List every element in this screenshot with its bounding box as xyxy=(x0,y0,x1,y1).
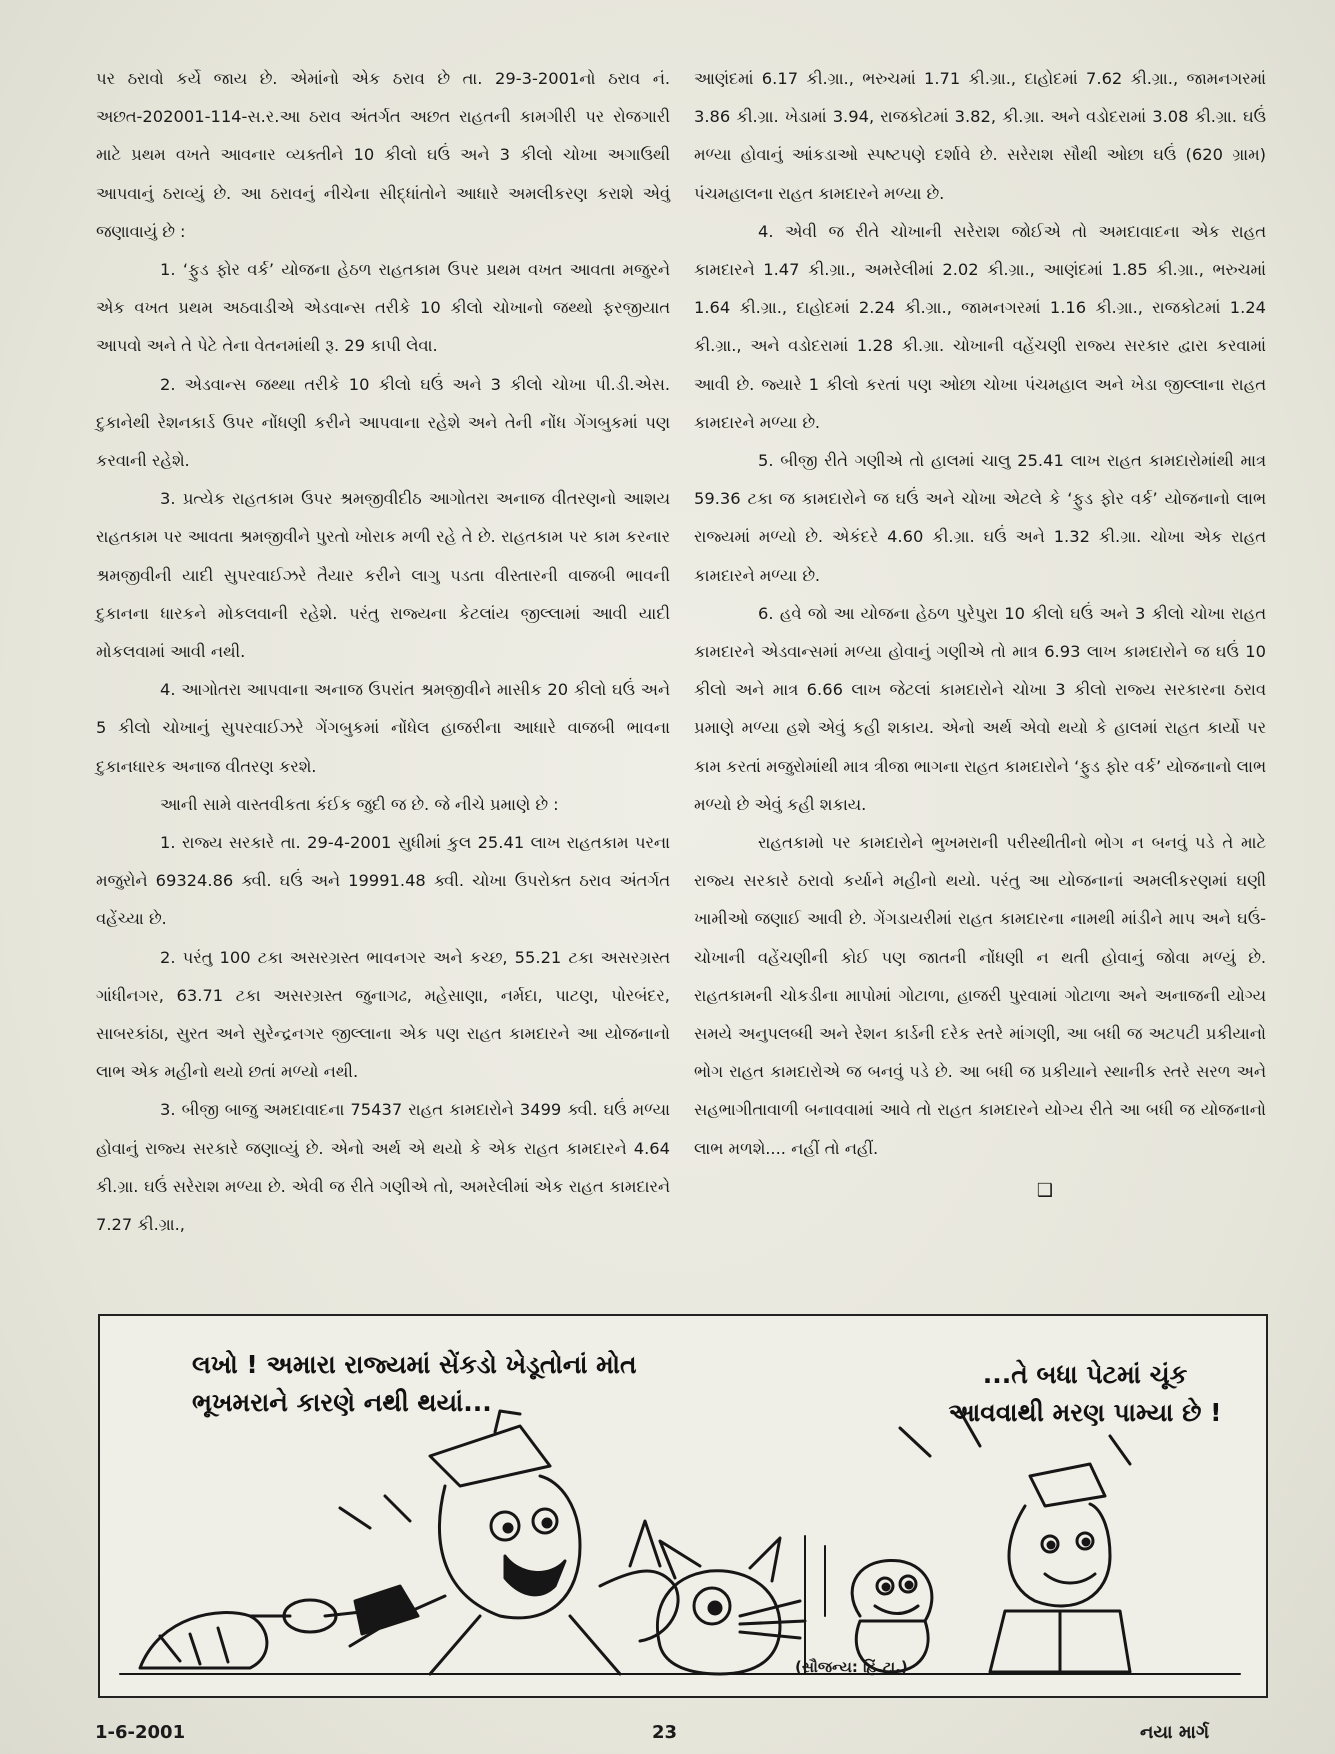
cartoon-credit: (સૌજન્ય: હિં.ટા.) xyxy=(795,1658,908,1676)
left-paragraph: 1. રાજ્ય સરકારે તા. 29-4-2001 સુધીમાં કુલ 25.41 લાખ રાહતકામ પરના મજુરોને 69324.86 ક્વી. ઘઉં અને 19991.48 ક્વી. ચોખા ઉપરોક્ત ઠરાવ અંતર્ગત વહેંચ્યા છે. xyxy=(96,833,670,929)
cartoon-caption-left xyxy=(192,1346,752,1422)
cartoon-caption-right-line: ...તે બધા પેટમાં ચૂંક xyxy=(982,1360,1188,1389)
right-paragraph: 5. બીજી રીતે ગણીએ તો હાલમાં ચાલુ 25.41 લાખ રાહત કામદારોમાંથી માત્ર 59.36 ટકા જ કામદારોને જ ઘઉં અને ચોખા એટલે કે ‘ફુડ ફોર વર્ક’ યોજનાનો લાભ રાજ્યમાં મળ્યો છે. એકંદરે 4.60 કી.ગ્રા. ઘઉં અને 1.32 કી.ગ્રા. ચોખા એક રાહત કામદારને મળ્યા છે. xyxy=(694,451,1266,585)
left-paragraph: 2. એડવાન્સ જથ્થા તરીકે 10 કીલો ઘઉં અને 3 કીલો ચોખા પી.ડી.એસ. દુકાનેથી રેશનકાર્ડ ઉપર નોંધણી કરીને આપવાના રહેશે અને તેની નોંધ ગેંગબુકમાં પણ કરવાની રહેશે. xyxy=(96,374,670,471)
cartoon-caption-right xyxy=(920,1356,1250,1432)
left-paragraph: 4. આગોતરા આપવાના અનાજ ઉપરાંત શ્રમજીવીને માસીક 20 કીલો ઘઉં અને 5 કીલો ચોખાનું સુપરવાઈઝરે ગેંગબુકમાં નોંધેલ હાજરીના આધારે વાજબી ભાવના દુકાનધારક અનાજ વીતરણ કરશે. xyxy=(96,680,670,776)
article-end-icon: ❑ xyxy=(1036,1179,1054,1201)
footer-date: 1-6-2001 xyxy=(95,1722,186,1743)
cartoon-caption-left-line: લખો ! અમારા રાજ્યમાં સેંકડો ખેડૂતોનાં મોત xyxy=(192,1350,637,1379)
left-paragraph: 3. પ્રત્યેક રાહતકામ ઉપર શ્રમજીવીદીઠ આગોતરા અનાજ વીતરણનો આશય રાહતકામ પર આવતા શ્રમજીવીને પુરતો ખોરાક મળી રહે તે છે. રાહતકામ પર કામ કરનાર શ્રમજીવીની યાદી સુપરવાઈઝરે તૈયાર કરીને લાગુ પડતા વીસ્તારની વાજબી ભાવની દુકાનના ધારકને મોકલવાની રહેશે. પરંતુ રાજ્યના કેટલાંય જીલ્લામાં આવી યાદી મોકલવામાં આવી નથી. xyxy=(96,489,670,662)
left-paragraph: પર ઠરાવો કર્યે જાય છે. એમાંનો એક ઠરાવ છે તા. 29-3-2001નો ઠરાવ નં. અછત-202001-114-સ.ર.આ ઠરાવ અંતર્ગત અછત રાહતની કામગીરી પર રોજગારી માટે પ્રથમ વખતે આવનાર વ્યક્તીને 10 કીલો ઘઉં અને 3 કીલો ચોખા અગાઉથી આપવાનું ઠરાવ્યું છે. આ ઠરાવનું નીચેના સીદ્ધાંતોને આધારે અમલીકરણ કરાશે એવું જણાવાયું છે : xyxy=(96,69,670,241)
publication-name: નયા માર્ગ xyxy=(1140,1722,1210,1743)
right-paragraph: રાહતકામો પર કામદારોને ભુખમરાની પરીસ્થીતીનો ભોગ ન બનવું પડે તે માટે રાજ્ય સરકારે ઠરાવો કર્યાને મહીનો થયો. પરંતુ આ યોજનાનાં અમલીકરણમાં ઘણી ખામીઓ જણાઈ આવી છે. ગેંગડાયરીમાં રાહત કામદારના નામથી માંડીને માપ અને ઘઉં-ચોખાની વહેંચણીની કોઈ પણ જાતની નોંધણી ન થતી હોવાનું જોવા મળ્યું છે. રાહતકામની ચોકડીના માપોમાં ગોટાળા, હાજરી પુરવામાં ગોટાળા અને અનાજની યોગ્ય સમયે અનુપલબ્ધી અને રેશન કાર્ડની દરેક સ્તરે માંગણી, આ બધી જ અટપટી પ્રકીયાનો ભોગ રાહત કામદારોએ જ બનવું પડે છે. આ બધી જ પ્રકીયાને સ્થાનીક સ્તરે સરળ અને સહભાગીતાવાળી બનાવવામાં આવે તો રાહત કામદારને યોગ્ય રીતે આ બધી જ યોજનાનો લાભ મળશે.... નહીં તો નહીં. xyxy=(694,833,1266,1158)
cartoon-caption-right-line: આવવાથી મરણ પામ્યા છે ! xyxy=(948,1398,1222,1427)
left-paragraph: 2. પરંતુ 100 ટકા અસરગ્રસ્ત ભાવનગર અને કચ્છ, 55.21 ટકા અસરગ્રસ્ત ગાંધીનગર, 63.71 ટકા અસરગ્રસ્ત જુનાગઢ, મહેસાણા, નર્મદા, પાટણ, પોરબંદર, સાબરકાંઠા, સુરત અને સુરેન્દ્રનગર જીલ્લાના એક પણ રાહત કામદારને આ યોજનાનો લાભ એક મહીનો થયો છતાં મળ્યો નથી. xyxy=(96,947,670,1082)
right-paragraph: 4. એવી જ રીતે ચોખાની સરેરાશ જોઈએ તો અમદાવાદના એક રાહત કામદારને 1.47 કી.ગ્રા., અમરેલીમાં 2.02 કી.ગ્રા., આણંદમાં 1.85 કી.ગ્રા., ભરુચમાં 1.64 કી.ગ્રા., દાહોદમાં 2.24 કી.ગ્રા., જામનગરમાં 1.16 કી.ગ્રા., રાજકોટમાં 1.24 કી.ગ્રા., અને વડોદરામાં 1.28 કી.ગ્રા. ચોખાની વહેંચણી રાજ્ય સરકાર દ્વારા કરવામાં આવી છે. જ્યારે 1 કીલો કરતાં પણ ઓછા ચોખા પંચમહાલ અને ખેડા જીલ્લાના રાહત કામદારને મળ્યા છે. xyxy=(694,221,1266,432)
right-column xyxy=(694,60,1266,1206)
left-column xyxy=(96,60,670,1244)
right-paragraph: 6. હવે જો આ યોજના હેઠળ પુરેપુરા 10 કીલો ઘઉં અને 3 કીલો ચોખા રાહત કામદારને એડવાન્સમાં મળ્યા હોવાનું ગણીએ તો માત્ર 6.93 લાખ કામદારોને જ ઘઉં 10 કીલો અને માત્ર 6.66 લાખ જેટલાં કામદારોને ચોખા 3 કીલો રાજ્ય સરકારના ઠરાવ પ્રમાણે મળ્યા હશે એવું કહી શકાય. એનો અર્થ એવો થયો કે હાલમાં રાહત કાર્યો પર કામ કરતાં મજુરોમાંથી માત્ર ત્રીજા ભાગના રાહત કામદારોને ‘ફુડ ફોર વર્ક’ યોજનાનો લાભ મળ્યો છે એવું કહી શકાય. xyxy=(694,603,1266,814)
left-paragraph: આની સામે વાસ્તવીકતા કંઈક જુદી જ છે. જે નીચે પ્રમાણે છે : xyxy=(160,794,559,814)
page-number: 23 xyxy=(652,1722,678,1743)
left-paragraph: 1. ‘ફુડ ફોર વર્ક’ યોજના હેઠળ રાહતકામ ઉપર પ્રથમ વખત આવતા મજુરને એક વખત પ્રથમ અઠવાડીએ એડવાન્સ તરીકે 10 કીલો ચોખાનો જથ્થો ફરજીયાત આપવો અને તે પેટે તેના વેતનમાંથી રૂ. 29 કાપી લેવા. xyxy=(96,260,670,356)
cartoon-caption-left-line: ભૂખમરાને કારણે નથી થયાં... xyxy=(192,1388,492,1417)
right-paragraph: આણંદમાં 6.17 કી.ગ્રા., ભરુચમાં 1.71 કી.ગ્રા., દાહોદમાં 7.62 કી.ગ્રા., જામનગરમાં 3.86 કી.ગ્રા. ખેડામાં 3.94, રાજકોટમાં 3.82, કી.ગ્રા. અને વડોદરામાં 3.08 કી.ગ્રા. ઘઉં મળ્યા હોવાનું આંકડાઓ સ્પષ્ટપણે દર્શાવે છે. સરેરાશ સૌથી ઓછા ઘઉં (620 ગ્રામ) પંચમહાલના રાહત કામદારને મળ્યા છે. xyxy=(694,69,1266,203)
left-paragraph: 3. બીજી બાજુ અમદાવાદના 75437 રાહત કામદારોને 3499 ક્વી. ઘઉં મળ્યા હોવાનું રાજ્ય સરકારે જણાવ્યું છે. એનો અર્થ એ થયો કે એક રાહત કામદારને 4.64 કી.ગ્રા. ઘઉં સરેરાશ મળ્યા છે. એવી જ રીતે ગણીએ તો, અમરેલીમાં એક રાહત કામદારને 7.27 કી.ગ્રા., xyxy=(96,1100,670,1235)
editorial-cartoon xyxy=(98,1314,1268,1698)
